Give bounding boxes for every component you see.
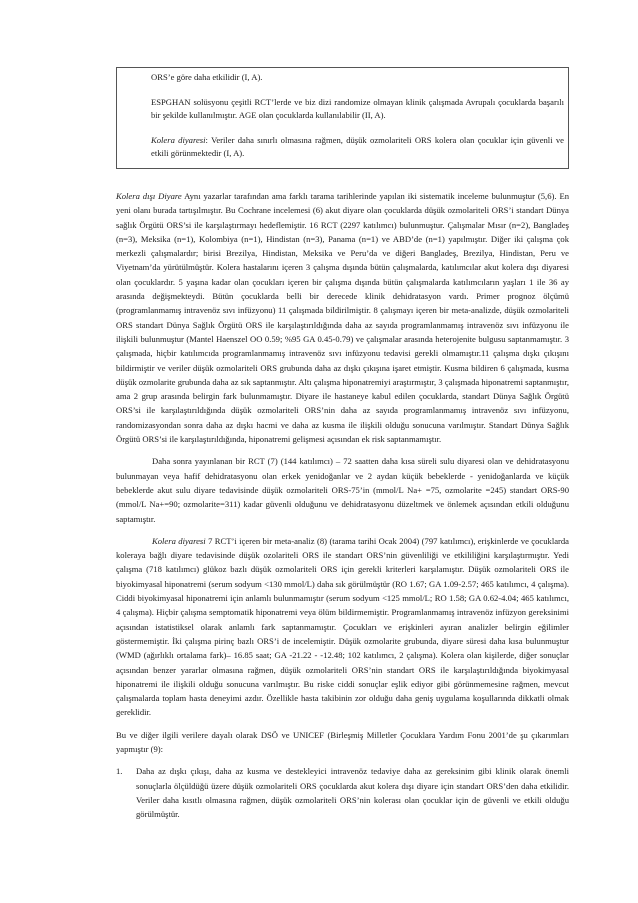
list-item-text: Daha az dışkı çıkışı, daha az kusma ve destekleyici intravenöz tedaviye daha az gereksinim gibi klinik olarak önemli sonuçlarla ölçüldüğü üzere düşük ozmolariteli ORS çocuklarda akut kolera dışı diyare için standart ORS’den daha etkilidir. Veriler daha kısıtlı olmasına rağmen, düşük ozmolariteli ORS’nin kolerası olan çocuklar için de güvenli ve etkili olduğu görülmüştür. xyxy=(136,766,569,820)
list-item xyxy=(116,764,569,821)
kolera-disi-heading: Kolera dışı Diyare xyxy=(116,191,182,201)
paragraph-rct: Daha sonra yayınlanan bir RCT (7) (144 katılımcı) – 72 saatten daha kısa süreli sulu diyaresi olan ve dehidratasyonu bulunmayan veya hafif dehidratasyonu olan erkek yenidoğanlar ve 2 aydan küçük bebeklerde - yenidoğanlarda ve küçük bebeklerde akut sulu diyare tedavisinde düşük ozmolariteli ORS-75’in (mmol/L Na+ =75, ozmolarite =245) standart ORS-90 (mmol/L Na+=90; ozmolarite=311) kadar güvenli olduğunu ve dehidratasyonu düzeltmek ve önlemek açısından etkili olduğunu saptamıştır. xyxy=(116,456,569,524)
list-item-number: 1. xyxy=(116,766,123,777)
kolera-disi-text: Aynı yazarlar tarafından ama farklı tarama tarihlerinde yapılan iki sistematik inceleme bulunmuştur (5,6). En yeni olanı burada tartışılmıştır. Bu Cochrane incelemesi (6) akut diyare olan çocuklarda düşük ozmolariteli ORS’i standart Dünya sağlık Örgütü ORS’si ile karşılaştırmayı hedeflemiştir. 16 RCT (2297 katılımcı) bulunmuştur. Çalışmalar Mısır (n=2), Bangladeş (n=3), Meksika (n=1), Kolombiya (n=1), Hindistan (n=3), Panama (n=1) ve ABD’de (n=1) yapılmıştır. Diğer iki çalışma çok merkezli çalışmalardır; birisi Brezilya, Hindistan, Meksika ve Peru’da ve diğeri Bangladeş, Brezilya, Hindistan, Peru ve Viyetnam’da yürütülmüştür. Kolera hastalarını içeren 3 çalışma dışında bütün çalışmalarda, katılımcılar akut kolera dışı diyaresi olan çocuklardır. 5 yaşına kadar olan çocukları içeren bir çalışma dışında bütün çalışmalarda katılımcıların yaşları 1 ile 36 ay arasında değişmekteydi. Bütün çocuklarda belli bir derecede klinik dehidratasyon vardı. Primer prognoz ölçümü (programlanmamış intravenöz sıvı infüzyonu) 11 çalışmada bildirilmiştir. 8 çalışmayı içeren bir meta-analizde, düşük ozmolariteli ORS standart Dünya Sağlık Örgütü ORS ile karşılaştırıldığında daha az sayıda programlanmamış intravenöz sıvı infüzyonu ile ilişkili bulunmuştur (Mantel Haenszel OO 0.59; %95 GA 0.45-0.79) ve çalışmalar arasında heterojenite bulgusu saptanmamıştır. 3 çalışmada, hiçbir katılımcıda programlanmamış intravenöz sıvı infüzyonu tedavisi gerekli olmamıştır.11 çalışma dışkı çıkışını bildirmiştir ve veriler düşük ozmolariteli ORS grubunda daha az dışkı çıkışına işaret etmiştir. Kusma bildiren 6 çalışmada, kusma düşük ozmolarite grubunda daha az sık saptanmıştır. Altı çalışma hiponatremiyi araştırmıştır, 3 çalışmada hiponatremi saptanmıştır, ama 2 grup arasında belirgin fark bulunmamıştır. Diyare ile hastaneye kabul edilen çocuklarda, standart Dünya Sağlık Örgütü ORS’si ile karşılaştırıldığında düşük ozmolariteli ORS’nin daha az sayıda programlanmamış intravenöz sıvı infüzyonu, randomizasyondan sonra daha az dışkı hacmi ve daha az kusma ile ilişkili olduğu sonucuna varılmıştır. Standart Dünya Sağlık Örgütü ORS’si ile karşılaştırıldığında, hiponatremi gelişmesi açısından ek risk saptanmamıştır. xyxy=(116,191,569,445)
paragraph-kolera-diyaresi xyxy=(116,534,569,720)
recommendation-box xyxy=(116,67,569,169)
box-kolera-heading: Kolera diyaresi xyxy=(151,135,206,145)
kolera-diyaresi-heading: Kolera diyaresi xyxy=(152,535,206,546)
paragraph-who-unicef: Bu ve diğer ilgili verilere dayalı olarak DSÖ ve UNICEF (Birleşmiş Milletler Çocuklara Yardım Fonu 2001’de şu çıkarımları yapmıştır (9): xyxy=(116,729,569,754)
box-line-ors: ORS’e göre daha etkilidir (I, A). xyxy=(151,72,263,82)
box-kolera-text: : Veriler daha sınırlı olmasına rağmen, düşük ozmolariteli ORS kolera olan çocuklar için güvenli ve etkili görünmektedir (I, A). xyxy=(151,135,564,158)
body-text xyxy=(116,189,569,821)
kolera-diyaresi-text: 7 RCT’i içeren bir meta-analiz (8) (tarama tarihi Ocak 2004) (797 katılımcı), erişkinlerde ve çocuklarda koleraya bağlı diyare tedavisinde düşük ozolariteli ORS ile standart ORS’nin güvenliliği ve etkililiğini karşılaştırmıştır. Yedi çalışma (718 katılımcı) glükoz bazlı düşük ozmolariteli ORS için gerekli kriterleri karşılamıştır. Düşük ozmolariteli ORS ile biyokimyasal hiponatremi (serum sodyum <130 mmol/L) daha sık görülmüştür (RO 1.67; GA 1.09-2.57; 465 katılımcı, 4 çalışma). Ciddi biyokimyasal hiponatremi için anlamlı bulunmamıştır (serum sodyum <125 mmol/L; RO 1.58; GA 0.62-4.04; 465 katılımcı, 4 çalışma). Hiçbir çalışma semptomatik hiponatremi veya ölüm bildirmemiştir. Programlanmamış intravenöz infüzyon gereksinimi açısından istatistiksel olarak anlamlı fark saptanmamıştır. Çocukları ve erişkinleri ayıran analizler belirgin eğilimler göstermemiştir. İki çalışma pirinç bazlı ORS’i de incelemiştir. Düşük ozmolarite grubunda, diyare süresi daha kısa bulunmuştur (WMD (ağırlıklı ortalama fark)– 16.85 saat; GA -21.22 - -12.48; 102 katılımcı, 2 çalışma). Kolera olan kişilerde, diğer sonuçlar açısından benzer yararlar olmasına rağmen, düşük ozmolariteli ORS’nin standart ORS ile karşılaştırıldığında biyokimyasal hiponatremi ile ilişkili olduğu sonucuna varılmıştır. Bu riske ciddi sonuçlar eşlik ediyor gibi görünmemesine rağmen, mevcut çalışmalarda toplam hasta deneyimi azdır. Özellikle hasta takibinin zor olduğu daha geniş uygulama koşullarında dikkatli olmak gereklidir. xyxy=(116,535,569,718)
box-kolera-paragraph xyxy=(151,134,564,160)
box-espghan-paragraph: ESPGHAN solüsyonu çeşitli RCT’lerde ve biz dizi randomize olmayan klinik çalışmada Avrupalı çocuklarda başarılı bir şekilde kullanılmıştır. AGE olan çocuklarda kullanılabilir (II, A). xyxy=(151,97,564,120)
paragraph-kolera-disi xyxy=(116,189,569,446)
